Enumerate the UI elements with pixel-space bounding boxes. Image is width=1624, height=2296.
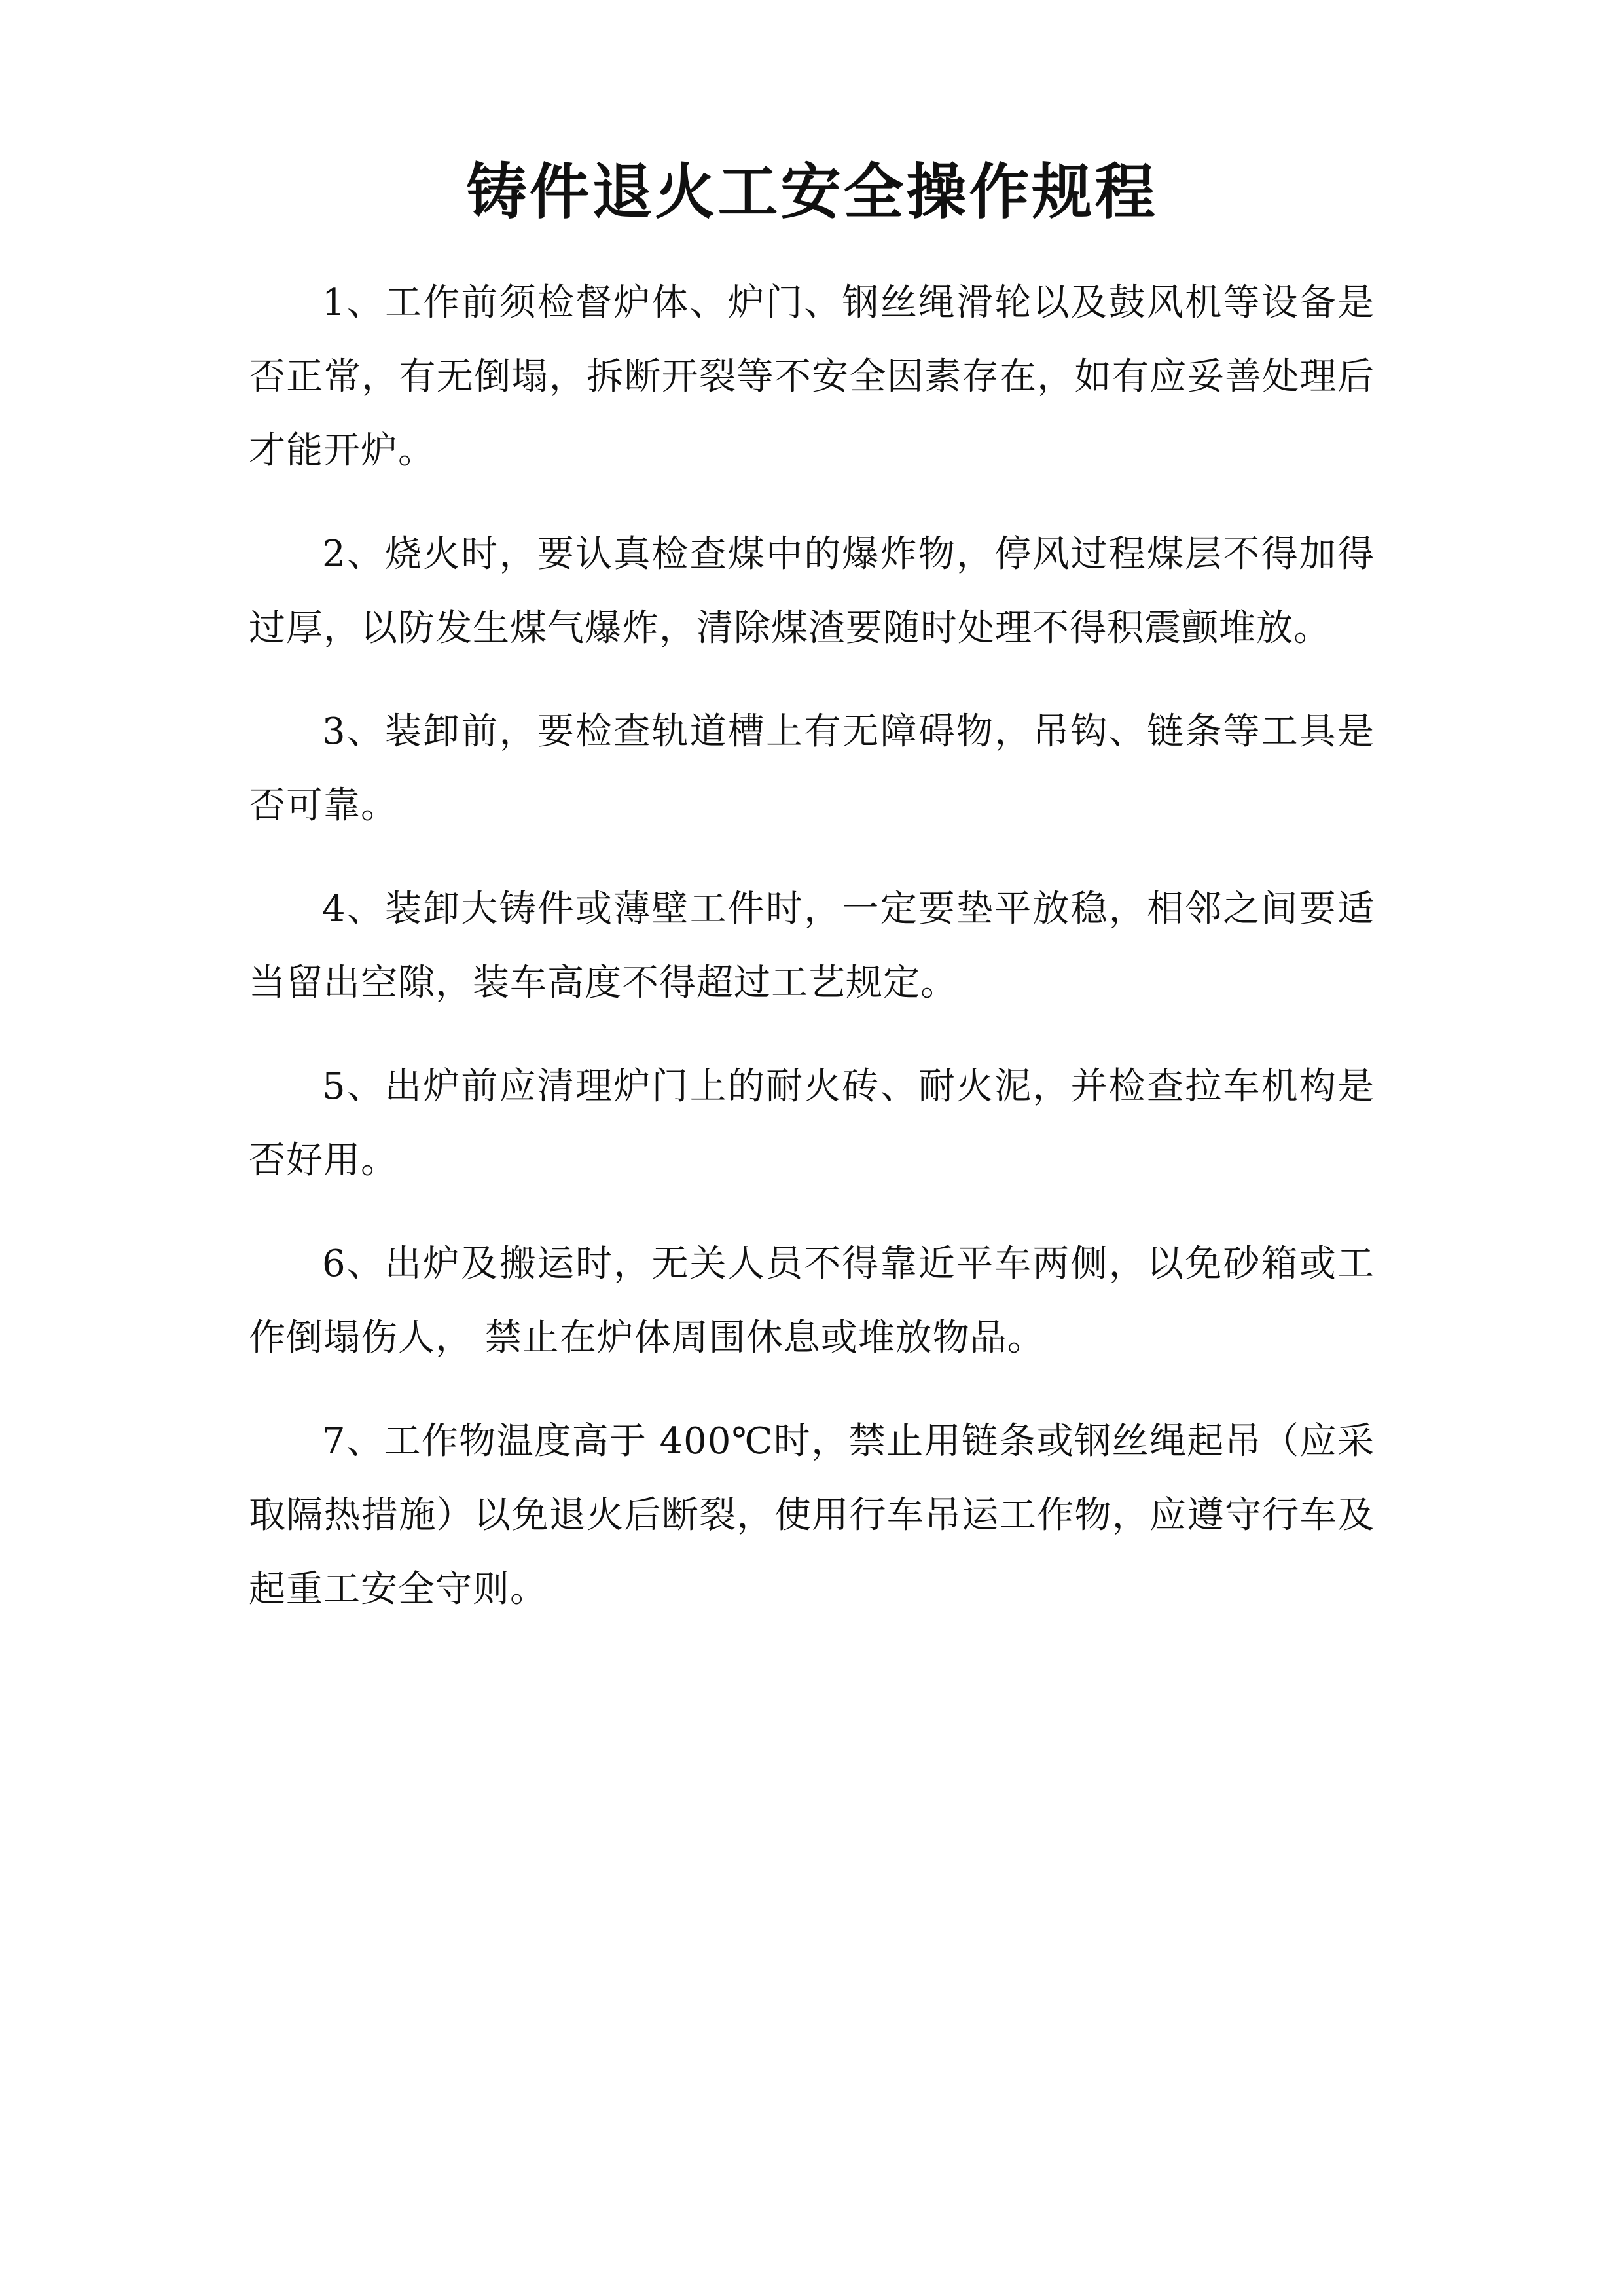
clause-4: 4、装卸大铸件或薄壁工件时，一定要垫平放稳，相邻之间要适当留出空隙，装车高度不得超过工艺规定。 <box>249 888 1375 1004</box>
clause-7: 7、工作物温度高于 400℃时，禁止用链条或钢丝绳起吊（应采取隔热措施）以免退火后断裂，使用行车吊运工作物，应遵守行车及起重工安全守则。 <box>249 1420 1375 1611</box>
clause-5: 5、出炉前应清理炉门上的耐火砖、耐火泥，并检查拉车机构是否好用。 <box>249 1065 1375 1182</box>
document-body <box>249 266 1375 1656</box>
clause-2: 2、烧火时，要认真检查煤中的爆炸物，停风过程煤层不得加得过厚，以防发生煤气爆炸，清除煤渣要随时处理不得积震颤堆放。 <box>249 533 1375 649</box>
document-title: 铸件退火工安全操作规程 <box>466 156 1158 227</box>
clause-3: 3、装卸前，要检查轨道槽上有无障碍物，吊钩、链条等工具是否可靠。 <box>249 710 1375 827</box>
clause-6: 6、出炉及搬运时，无关人员不得靠近平车两侧，以免砂箱或工作倒塌伤人， 禁止在炉体周围休息或堆放物品。 <box>249 1243 1375 1359</box>
clause-1: 1、工作前须检督炉体、炉门、钢丝绳滑轮以及鼓风机等设备是否正常，有无倒塌，拆断开裂等不安全因素存在，如有应妥善处理后才能开炉。 <box>249 282 1375 472</box>
